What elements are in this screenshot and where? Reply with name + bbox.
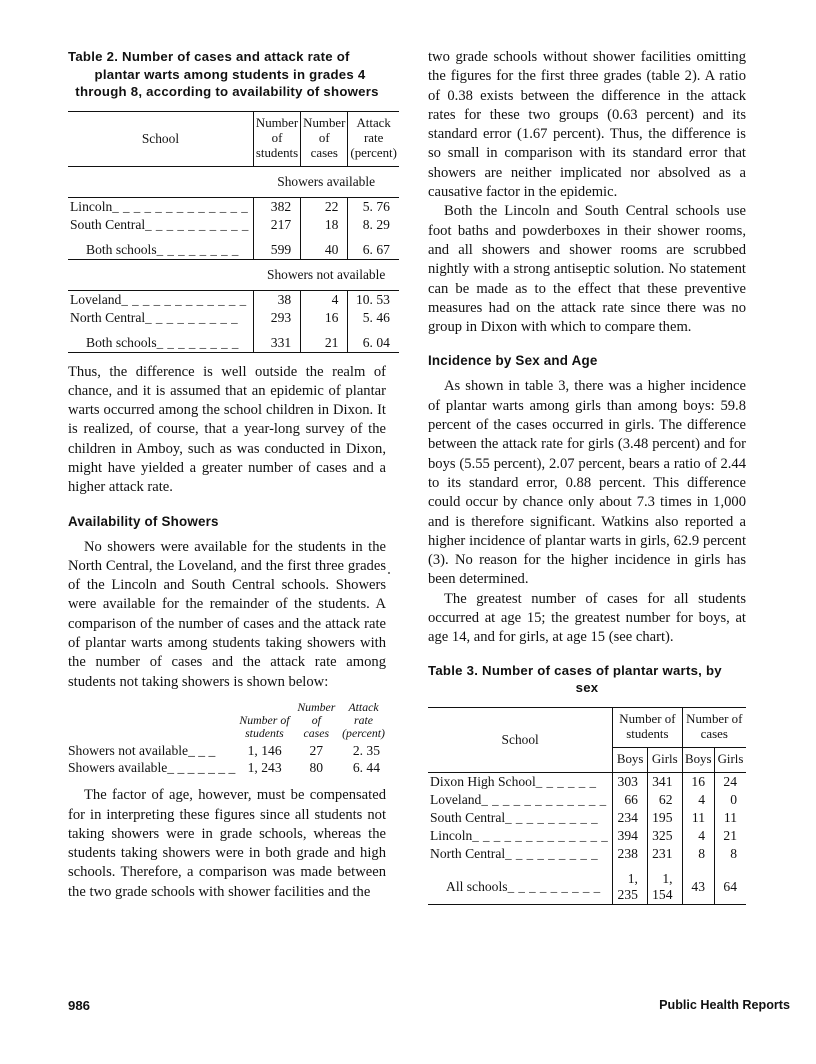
- row-leader: _ _ _ _ _ _ _ _ _ _: [145, 216, 249, 232]
- hdr-students-l3: students: [255, 145, 299, 160]
- spacer-cell: [68, 327, 253, 334]
- hdr-cases-l2: of: [318, 130, 330, 145]
- inline-hdr-rate-l3: (percent): [342, 725, 385, 740]
- table3-row3-cases-girls: 11: [715, 809, 746, 827]
- page-number: 986: [68, 998, 91, 1013]
- inline-header-rate: [341, 701, 386, 742]
- table3: [428, 707, 746, 905]
- right-paragraph-3: As shown in table 3, there was a higher incidence of plantar warts among girls than among boys: 59.8 percent of the cases occurred in girls. The difference between the attack rate for girls (3.48 percent) and for boys (5.55 percent), 2.07 percent, bears a ratio of 2.44 to its standard error, 0.88 percent. This difference could occur by chance only about 7.3 times in 1,000 and is therefore significant. Watkins also reported a higher incidence of plantar warts in girls, 62.9 percent (3). No reason for the higher incidence in girls has been determined.: [428, 378, 746, 588]
- t3-hdr-students-l1: Number of students: [619, 711, 676, 741]
- row-leader: _ _ _ _ _ _ _ _ _: [505, 809, 599, 825]
- list-item: [68, 742, 386, 759]
- row-leader: _ _ _ _ _ _ _ _: [156, 334, 239, 350]
- left-paragraph-2: No showers were available for the students in the North Central, the Loveland, and the first three grades of the Lincoln and South Central schools. Showers were available for the remainder of the students. A comparison of the number of cases and the attack rate of plantar warts among students taking showers with the number of cases and the attack rate among students not taking showers is shown below:: [68, 538, 386, 690]
- table3-row3-cases-boys: 11: [682, 809, 715, 827]
- gap: [428, 648, 746, 662]
- row-leader: _ _ _ _ _ _ _ _ _ _ _ _: [121, 291, 247, 307]
- table2-row3-rate: 10. 53: [348, 290, 399, 309]
- table3-total-cases-boys: 43: [682, 870, 715, 905]
- table3-row5-cases-girls: 8: [715, 845, 746, 863]
- right-column: [428, 48, 746, 905]
- table3-row5-school: [428, 845, 613, 863]
- table3-row1-students-boys: 303: [613, 772, 648, 791]
- row-leader: _ _ _ _ _ _ _ _: [156, 241, 239, 257]
- table2-row1-cases: 22: [301, 197, 348, 216]
- table2-header-rate: [348, 111, 399, 166]
- right-paragraph-2: Both the Lincoln and South Central schools use foot baths and powderboxes in their shower rooms, and all showers and shower rooms are scrubbed nightly with a strong antiseptic solution. No statement can be made as to the effect that these preventive measures had on the attack rate since there was no group in Dixon with which to compare them.: [428, 203, 746, 336]
- inline-hdr-cases-l1: Number of: [297, 700, 336, 728]
- page-speck: [388, 572, 390, 574]
- table2-row3-cases: 4: [301, 290, 348, 309]
- table2-header-school: School: [68, 111, 253, 166]
- table3-total-school: [428, 870, 613, 905]
- spacer-cell: [68, 234, 253, 241]
- table2-row2-cases: 18: [301, 216, 348, 234]
- row-school-name: Lincoln: [70, 198, 113, 214]
- table2-row2-students: 217: [253, 216, 300, 234]
- hdr-rate-l2: rate: [364, 130, 384, 145]
- table2-row2-school: [68, 216, 253, 234]
- spacer-cell: [253, 327, 300, 334]
- inline-row1-cases: 27: [309, 742, 324, 758]
- table2-row2-rate: 8. 29: [348, 216, 399, 234]
- table3-header-cases: [682, 707, 746, 747]
- hdr-cases-l1: Number: [303, 115, 346, 130]
- row-leader: _ _ _ _ _ _ _ _ _ _ _ _ _: [112, 198, 249, 214]
- table3-subheader-students-girls: Girls: [647, 747, 682, 772]
- table2-header-students: [253, 111, 300, 166]
- hdr-rate-l3: (percent): [350, 145, 397, 160]
- table2-row3-students: 38: [253, 290, 300, 309]
- table2-row4-school: [68, 309, 253, 327]
- row-school-name: All schools: [446, 878, 508, 894]
- inline-row2-rate: 6. 44: [352, 759, 380, 775]
- table3-row5-students-girls: 231: [647, 845, 682, 863]
- table2-group1-label: Showers available: [253, 166, 399, 197]
- table2-row3-school: [68, 290, 253, 309]
- inline-header-cases: [292, 701, 341, 742]
- row-label-text: Showers available: [68, 759, 168, 775]
- table3-row4-school: [428, 827, 613, 845]
- table-row: [68, 290, 399, 309]
- table-row: [428, 845, 746, 863]
- table3-subheader-cases-boys: Boys: [682, 747, 715, 772]
- table2-group2-label: Showers not available: [253, 259, 399, 290]
- inline-hdr-cases-l2: cases: [303, 725, 330, 740]
- inline-row1-rate: 2. 35: [352, 742, 380, 758]
- table3-row1-school: [428, 772, 613, 791]
- inline-header-blank: [68, 701, 237, 742]
- table3-row2-students-boys: 66: [613, 791, 648, 809]
- table2-row1-students: 382: [253, 197, 300, 216]
- row-leader: _ _ _ _ _ _ _ _ _: [145, 309, 239, 325]
- spacer-cell: [348, 234, 399, 241]
- table2-total1-school: [68, 241, 253, 260]
- row-leader: _ _ _ _ _ _ _ _ _: [507, 878, 601, 894]
- table2-spacer: [68, 234, 399, 241]
- table3-header-row-1: [428, 707, 746, 747]
- row-leader: _ _ _ _ _ _ _ _ _ _ _ _: [481, 791, 607, 807]
- table3-row2-cases-boys: 4: [682, 791, 715, 809]
- inline-header-students: [237, 701, 291, 742]
- inline-row2-label: [68, 759, 237, 776]
- row-school-name: North Central: [430, 845, 506, 861]
- row-school-name: Lincoln: [430, 827, 473, 843]
- table3-row2-school: [428, 791, 613, 809]
- table2-caption-line1: Table 2. Number of cases and attack rate of: [68, 49, 350, 64]
- row-school-name: South Central: [70, 216, 146, 232]
- table3-total-students-boys: 1, 235: [613, 870, 648, 905]
- table3-row5-students-boys: 238: [613, 845, 648, 863]
- row-leader: _ _ _ _ _ _: [535, 773, 597, 789]
- inline-hdr-rate-l1: Attack: [348, 700, 379, 715]
- table2-header-cases: [301, 111, 348, 166]
- table2-row4-cases: 16: [301, 309, 348, 327]
- inline-row2-students: 1, 243: [247, 759, 282, 775]
- spacer-cell: [715, 863, 746, 870]
- table2-caption: [68, 48, 386, 101]
- inline-hdr-students-l2: students: [245, 725, 284, 740]
- table3-caption: [428, 662, 746, 697]
- table3-total-cases-girls: 64: [715, 870, 746, 905]
- table2-group2-spacer: [68, 259, 253, 290]
- t3-hdr-cases-l1: Number of cases: [686, 711, 743, 741]
- spacer-cell: [613, 863, 648, 870]
- table-row: [428, 791, 746, 809]
- table-row: [68, 197, 399, 216]
- table3-row4-cases-girls: 21: [715, 827, 746, 845]
- row-school-name: Both schools: [86, 241, 157, 257]
- table3-total-students-girls: 1, 154: [647, 870, 682, 905]
- table-row: [428, 772, 746, 791]
- spacer-cell: [348, 327, 399, 334]
- hdr-students-l2: of: [271, 130, 283, 145]
- table3-row3-students-boys: 234: [613, 809, 648, 827]
- table3-subheader-students-boys: Boys: [613, 747, 648, 772]
- table-row-total: [68, 334, 399, 353]
- table3-row5-cases-boys: 8: [682, 845, 715, 863]
- left-paragraph-3: The factor of age, however, must be compensated for in interpreting these figures since all students not taking showers were in grade schools, whereas the students taking showers were in both grade and high schools. Therefore, a comparison was made between the two grade schools with shower facilities and the: [68, 787, 386, 900]
- right-paragraph-4: The greatest number of cases for all students occurred at age 15; the greatest number for boys, at age 14, and for girls, at age 15 (see chart).: [428, 590, 746, 646]
- row-school-name: Loveland: [70, 291, 122, 307]
- table2: [68, 111, 399, 353]
- table3-row1-cases-girls: 24: [715, 772, 746, 791]
- table2-total2-rate: 6. 04: [348, 334, 399, 353]
- table2-header-row: [68, 111, 399, 166]
- spacer-cell: [301, 327, 348, 334]
- row-leader: _ _ _: [188, 742, 216, 758]
- left-column: [68, 48, 397, 902]
- table-row-total: [68, 241, 399, 260]
- row-leader: _ _ _ _ _ _ _ _ _: [505, 845, 599, 861]
- hdr-rate-l1: Attack: [356, 115, 391, 130]
- inline-hdr-students-l1: Number of: [239, 713, 290, 728]
- left-paragraph-1: Thus, the difference is well outside the realm of chance, and it is assumed that an epidemic of plantar warts occurred among the school children in Dixon. It is realized, of course, that a year-long survey of the children in Amboy, such as was conducted in Dixon, might have yielded a greater number of cases and a higher attack rate.: [68, 363, 386, 496]
- table3-row4-students-boys: 394: [613, 827, 648, 845]
- table-row: [68, 309, 399, 327]
- row-school-name: Dixon High School: [430, 773, 536, 789]
- list-item: [68, 759, 386, 776]
- table-row: [428, 827, 746, 845]
- table-row: [68, 216, 399, 234]
- table2-group1-label-row: [68, 166, 399, 197]
- table2-caption-line2: plantar warts among students in grades 4: [94, 66, 366, 82]
- heading-incidence-by-sex-and-age: Incidence by Sex and Age: [428, 353, 598, 369]
- table2-row4-students: 293: [253, 309, 300, 327]
- table2-group1-spacer: [68, 166, 253, 197]
- spacer-cell: [301, 234, 348, 241]
- inline-hdr-rate-l2: rate: [354, 713, 374, 728]
- table3-spacer: [428, 863, 746, 870]
- table-row-total: [428, 870, 746, 905]
- spacer-cell: [682, 863, 715, 870]
- table3-row1-students-girls: 341: [647, 772, 682, 791]
- table3-row4-students-girls: 325: [647, 827, 682, 845]
- table2-row1-rate: 5. 76: [348, 197, 399, 216]
- inline-comparison-table: [68, 701, 386, 776]
- table2-spacer2: [68, 327, 399, 334]
- table3-row2-students-girls: 62: [647, 791, 682, 809]
- table-row: [428, 809, 746, 827]
- right-paragraph-1: two grade schools without shower facilities omitting the figures for the first three grades (table 2). A ratio of 0.38 exists between the difference in the attack rates for these two groups (0.63 percent) and its standard error (1.67 percent). Thus, the difference is so small in comparison with its standard error that showers are neither implicated nor absolved as a causative factor in the epidemic.: [428, 49, 746, 201]
- hdr-students-l1: Number: [255, 115, 299, 130]
- table2-total1-students: 599: [253, 241, 300, 260]
- row-leader: _ _ _ _ _ _ _ _ _ _ _ _ _: [472, 827, 609, 843]
- table3-caption-line1: Table 3. Number of cases of plantar warts, by: [428, 662, 722, 678]
- inline-row1-students: 1, 146: [247, 742, 282, 758]
- table2-row4-rate: 5. 46: [348, 309, 399, 327]
- heading-availability-of-showers: Availability of Showers: [68, 513, 219, 529]
- inline-table-header-row: [68, 701, 386, 742]
- row-leader: _ _ _ _ _ _ _: [167, 759, 236, 775]
- table3-subheader-cases-girls: Girls: [715, 747, 746, 772]
- table2-total2-school: [68, 334, 253, 353]
- table3-header-school: School: [428, 707, 613, 772]
- row-school-name: South Central: [430, 809, 506, 825]
- table3-row3-students-girls: 195: [647, 809, 682, 827]
- table2-total1-cases: 40: [301, 241, 348, 260]
- table2-total1-rate: 6. 67: [348, 241, 399, 260]
- table3-row1-cases-boys: 16: [682, 772, 715, 791]
- gap: [68, 353, 386, 363]
- inline-row2-cases: 80: [309, 759, 324, 775]
- table3-row3-school: [428, 809, 613, 827]
- row-school-name: Both schools: [86, 334, 157, 350]
- table2-caption-line3: through 8, according to availability of showers: [75, 84, 379, 99]
- inline-row1-label: [68, 742, 237, 759]
- table3-row4-cases-boys: 4: [682, 827, 715, 845]
- spacer-cell: [647, 863, 682, 870]
- table2-total2-cases: 21: [301, 334, 348, 353]
- table3-row2-cases-girls: 0: [715, 791, 746, 809]
- row-school-name: North Central: [70, 309, 146, 325]
- table3-caption-line2: sex: [575, 680, 599, 696]
- table2-group2-label-row: [68, 259, 399, 290]
- row-school-name: Loveland: [430, 791, 482, 807]
- journal-name: Public Health Reports: [659, 998, 790, 1012]
- table2-total2-students: 331: [253, 334, 300, 353]
- table2-row1-school: [68, 197, 253, 216]
- hdr-cases-l3: cases: [310, 145, 338, 160]
- spacer-cell: [253, 234, 300, 241]
- spacer-cell: [428, 863, 613, 870]
- row-label-text: Showers not available: [68, 742, 189, 758]
- table3-header-students: [613, 707, 682, 747]
